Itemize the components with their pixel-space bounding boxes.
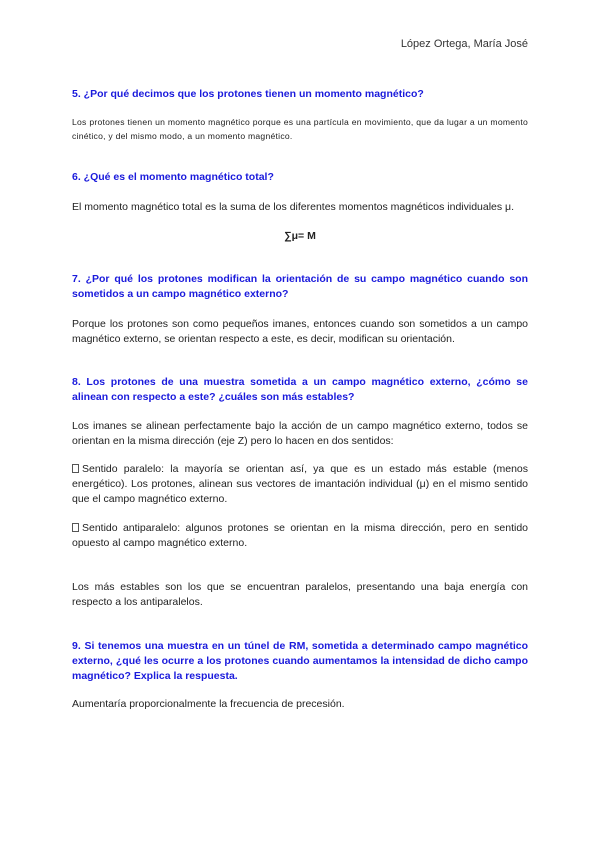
question-5-title: 5. ¿Por qué decimos que los protones tienen un momento magnético?: [72, 88, 424, 100]
question-9-answer: Aumentaría proporcionalmente la frecuencia de precesión.: [72, 698, 345, 710]
question-7-title: 7. ¿Por qué los protones modifican la orientación de su campo magnético cuando son sometidos a un campo magnético externo?: [72, 273, 528, 300]
question-8-conclusion: Los más estables son los que se encuentran paralelos, presentando una baja energía con respecto a los antiparalelos.: [72, 581, 528, 608]
question-8-title: 8. Los protones de una muestra sometida a un campo magnético externo, ¿cómo se alinean con respecto a este? ¿cuáles son más estables?: [72, 376, 528, 403]
question-9-title: 9. Si tenemos una muestra en un túnel de RM, sometida a determinado campo magnético externo, ¿qué les ocurre a los protones cuando aumentamos la intensidad de dicho campo magnético? Explica la respuesta.: [72, 640, 528, 682]
bullet-box-icon: [72, 464, 79, 473]
question-8-bullet-parallel: [72, 462, 528, 507]
bullet-antiparallel-text: Sentido antiparalelo: algunos protones se orientan en la misma dirección, pero en sentido opuesto al campo magnético externo.: [72, 522, 528, 549]
author-header: López Ortega, María José: [400, 38, 528, 50]
question-6-answer: El momento magnético total es la suma de los diferentes momentos magnéticos individuales μ.: [72, 201, 515, 213]
question-8-answer-intro: Los imanes se alinean perfectamente bajo la acción de un campo magnético externo, todos se orientan en la misma dirección (eje Z) pero lo hacen en dos sentidos:: [72, 420, 528, 447]
question-7-answer: Porque los protones son como pequeños imanes, entonces cuando son sometidos a un campo magnético externo, se orientan respecto a este, es decir, modifican su orientación.: [72, 318, 528, 345]
bullet-parallel-text: Sentido paralelo: la mayoría se orientan así, ya que es un estado más estable (menos energético). Los protones, alinean sus vectores de imantación individual (μ) en el mismo sentido que el campo magnético externo.: [72, 463, 528, 505]
question-6-formula: ∑μ= M: [284, 230, 316, 242]
question-5-answer: Los protones tienen un momento magnético porque es una partícula en movimiento, que da lugar a un momento cinético, y del mismo modo, a un momento magnético.: [72, 117, 528, 141]
bullet-box-icon: [72, 523, 79, 532]
question-8-bullet-antiparallel: [72, 521, 528, 551]
question-6-title: 6. ¿Qué es el momento magnético total?: [72, 171, 274, 183]
